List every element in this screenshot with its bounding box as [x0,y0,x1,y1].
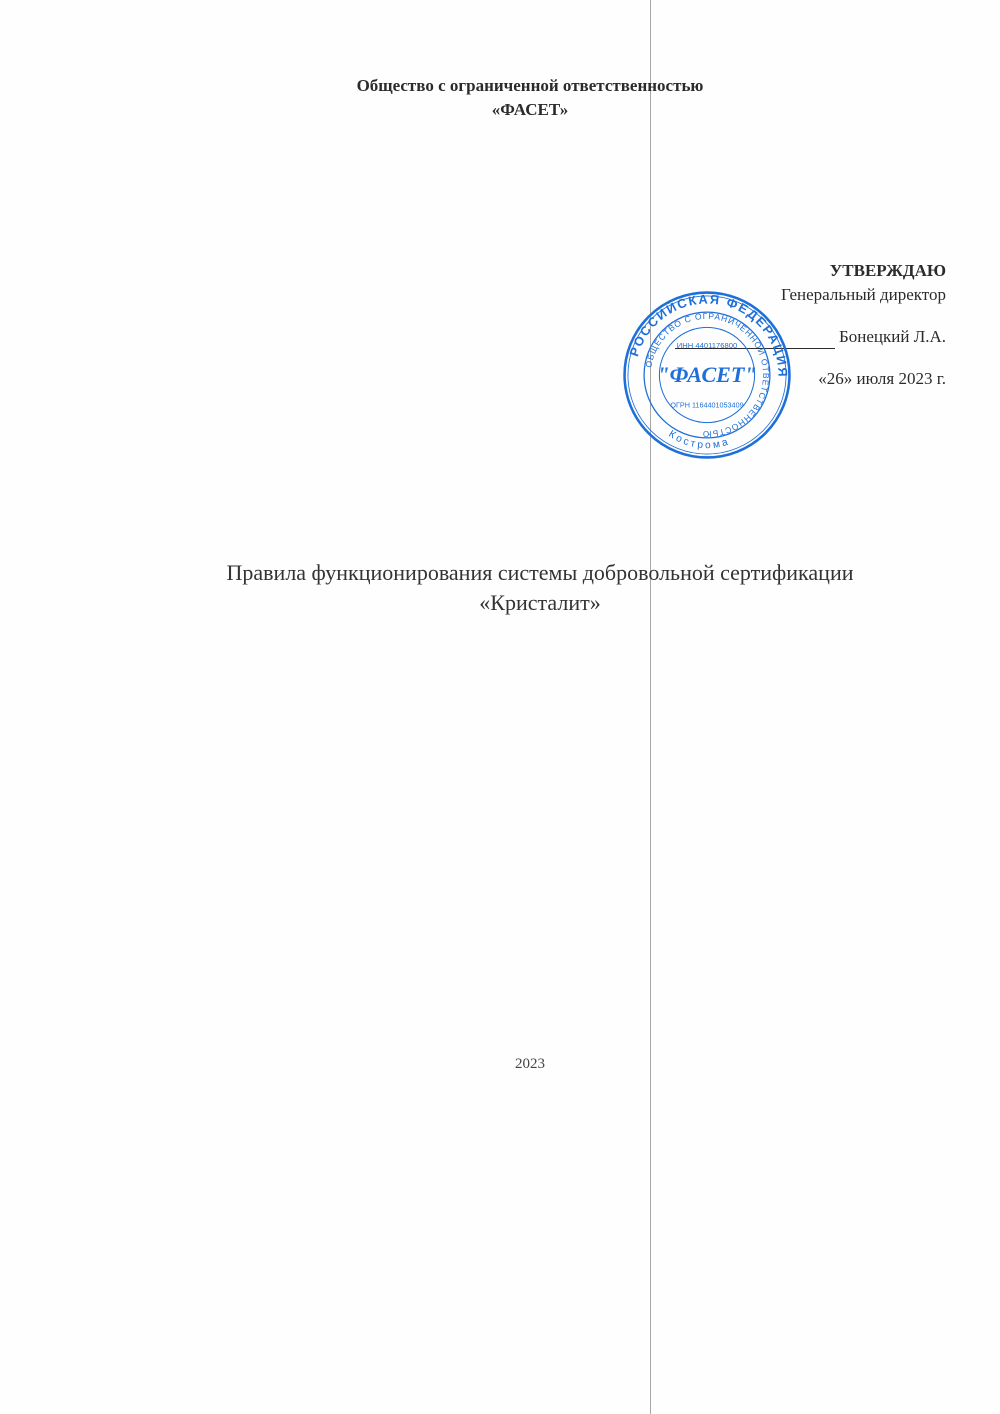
seal-city-text: Кострома [666,428,732,452]
seal-center-name: "ФАСЕТ" [657,361,757,387]
seal-inn: ИНН 4401176800 [676,340,738,350]
fold-line [650,0,651,1414]
approver-position: Генеральный директор [780,285,946,304]
seal-ring-text: ОБЩЕСТВО С ОГРАНИЧЕННОЙ ОТВЕТСТВЕННОСТЬЮ [643,310,772,440]
company-seal [622,290,792,460]
document-title [100,558,980,618]
seal-ogrn: ОГРН 1164401053409 [670,400,744,410]
document-year: 2023 [515,1056,545,1072]
seal-outer-text: РОССИЙСКАЯ ФЕДЕРАЦИЯ [626,291,791,379]
organization-header [200,74,860,122]
approval-date: «26» июля 2023 г. [818,369,946,388]
document-title-line-2: «Кристалит» [479,590,601,615]
approval-title: УТВЕРЖДАЮ [829,261,946,280]
signatory-name: Бонецкий Л.А. [838,327,946,346]
organization-type: Общество с ограниченной ответственностью [356,76,704,95]
organization-name: «ФАСЕТ» [491,100,569,119]
document-title-line-1: Правила функционирования системы добровольной сертификации [226,560,854,585]
